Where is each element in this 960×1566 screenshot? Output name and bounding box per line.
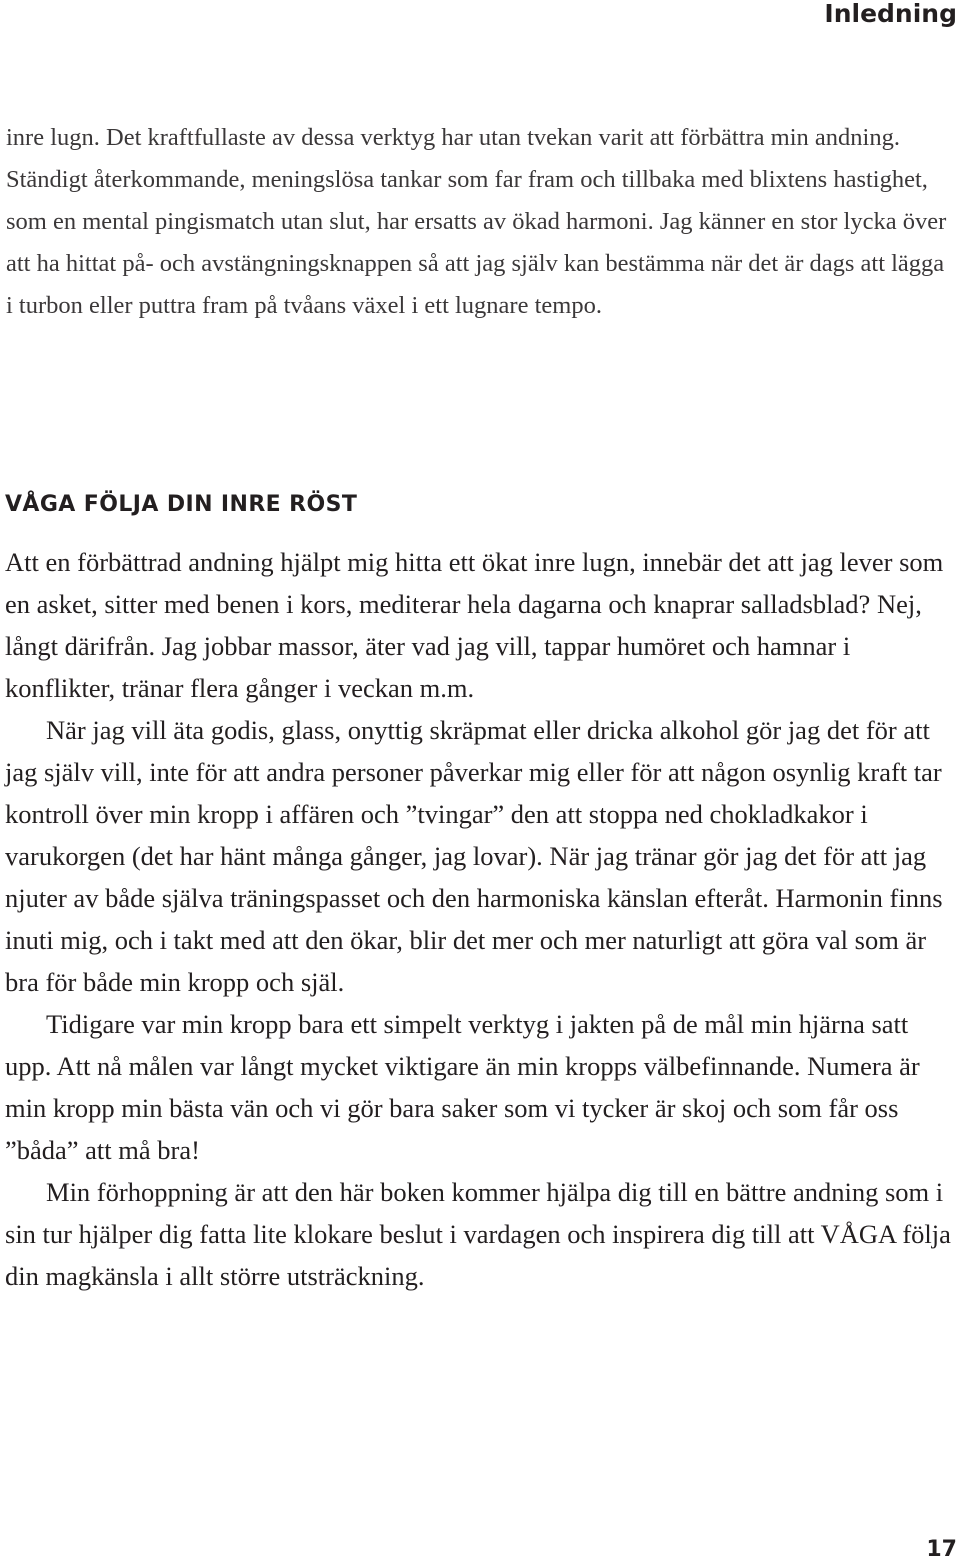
body-paragraph-1: Att en förbättrad andning hjälpt mig hitta ett ökat inre lugn, innebär det att jag lever som en asket, sitter med benen i kors, mediterar hela dagarna och knaprar salladsblad? Nej, långt därifrån. Jag jobbar massor, äter vad jag vill, tappar humöret och hamnar i konflikter, tränar flera gånger i veckan m.m.: [5, 547, 944, 703]
body-paragraph-4: Min förhoppning är att den här boken kommer hjälpa dig till en bättre andning som i sin tur hjälper dig fatta lite klokare beslut i vardagen och inspirera dig till att VÅGA följa din magkänsla i allt större utsträckning.: [5, 1177, 951, 1291]
body-paragraph-2: När jag vill äta godis, glass, onyttig skräpmat eller dricka alkohol gör jag det för att jag själv vill, inte för att andra personer påverkar mig eller för att någon osynlig kraft tar kontroll över min kropp i affären och ”tvingar” den att stoppa ned chokladkakor i varukorgen (det har hänt många gånger, jag lovar). När jag tränar gör jag det för att jag njuter av både själva träningspasset och den harmoniska känslan efteråt. Harmonin finns inuti mig, och i takt med att den ökar, blir det mer och mer naturligt att göra val som är bra för både min kropp och själ.: [5, 715, 943, 997]
body-paragraph-3: Tidigare var min kropp bara ett simpelt verktyg i jakten på de mål min hjärna satt upp. Att nå målen var långt mycket viktigare än min kropps välbefinnande. Numera är min kropp min bästa vän och vi gör bara saker som vi tycker är skoj och som får oss ”båda” att må bra!: [5, 1009, 920, 1165]
section-body: [5, 541, 953, 1297]
running-header: Inledning: [824, 0, 957, 28]
section-heading: VÅGA FÖLJA DIN INRE RÖST: [5, 492, 358, 517]
intro-paragraph: inre lugn. Det kraftfullaste av dessa verktyg har utan tvekan varit att förbättra min andning. Ständigt återkommande, meningslösa tankar som far fram och tillbaka med blixtens hastighet, som en mental pingismatch utan slut, har ersatts av ökad harmoni. Jag känner en stor lycka över att ha hittat på- och avstängningsknappen så att jag själv kan bestämma när det är dags att lägga i turbon eller puttra fram på tvåans växel i ett lugnare tempo.: [6, 124, 947, 319]
page-number: 17: [926, 1537, 957, 1562]
